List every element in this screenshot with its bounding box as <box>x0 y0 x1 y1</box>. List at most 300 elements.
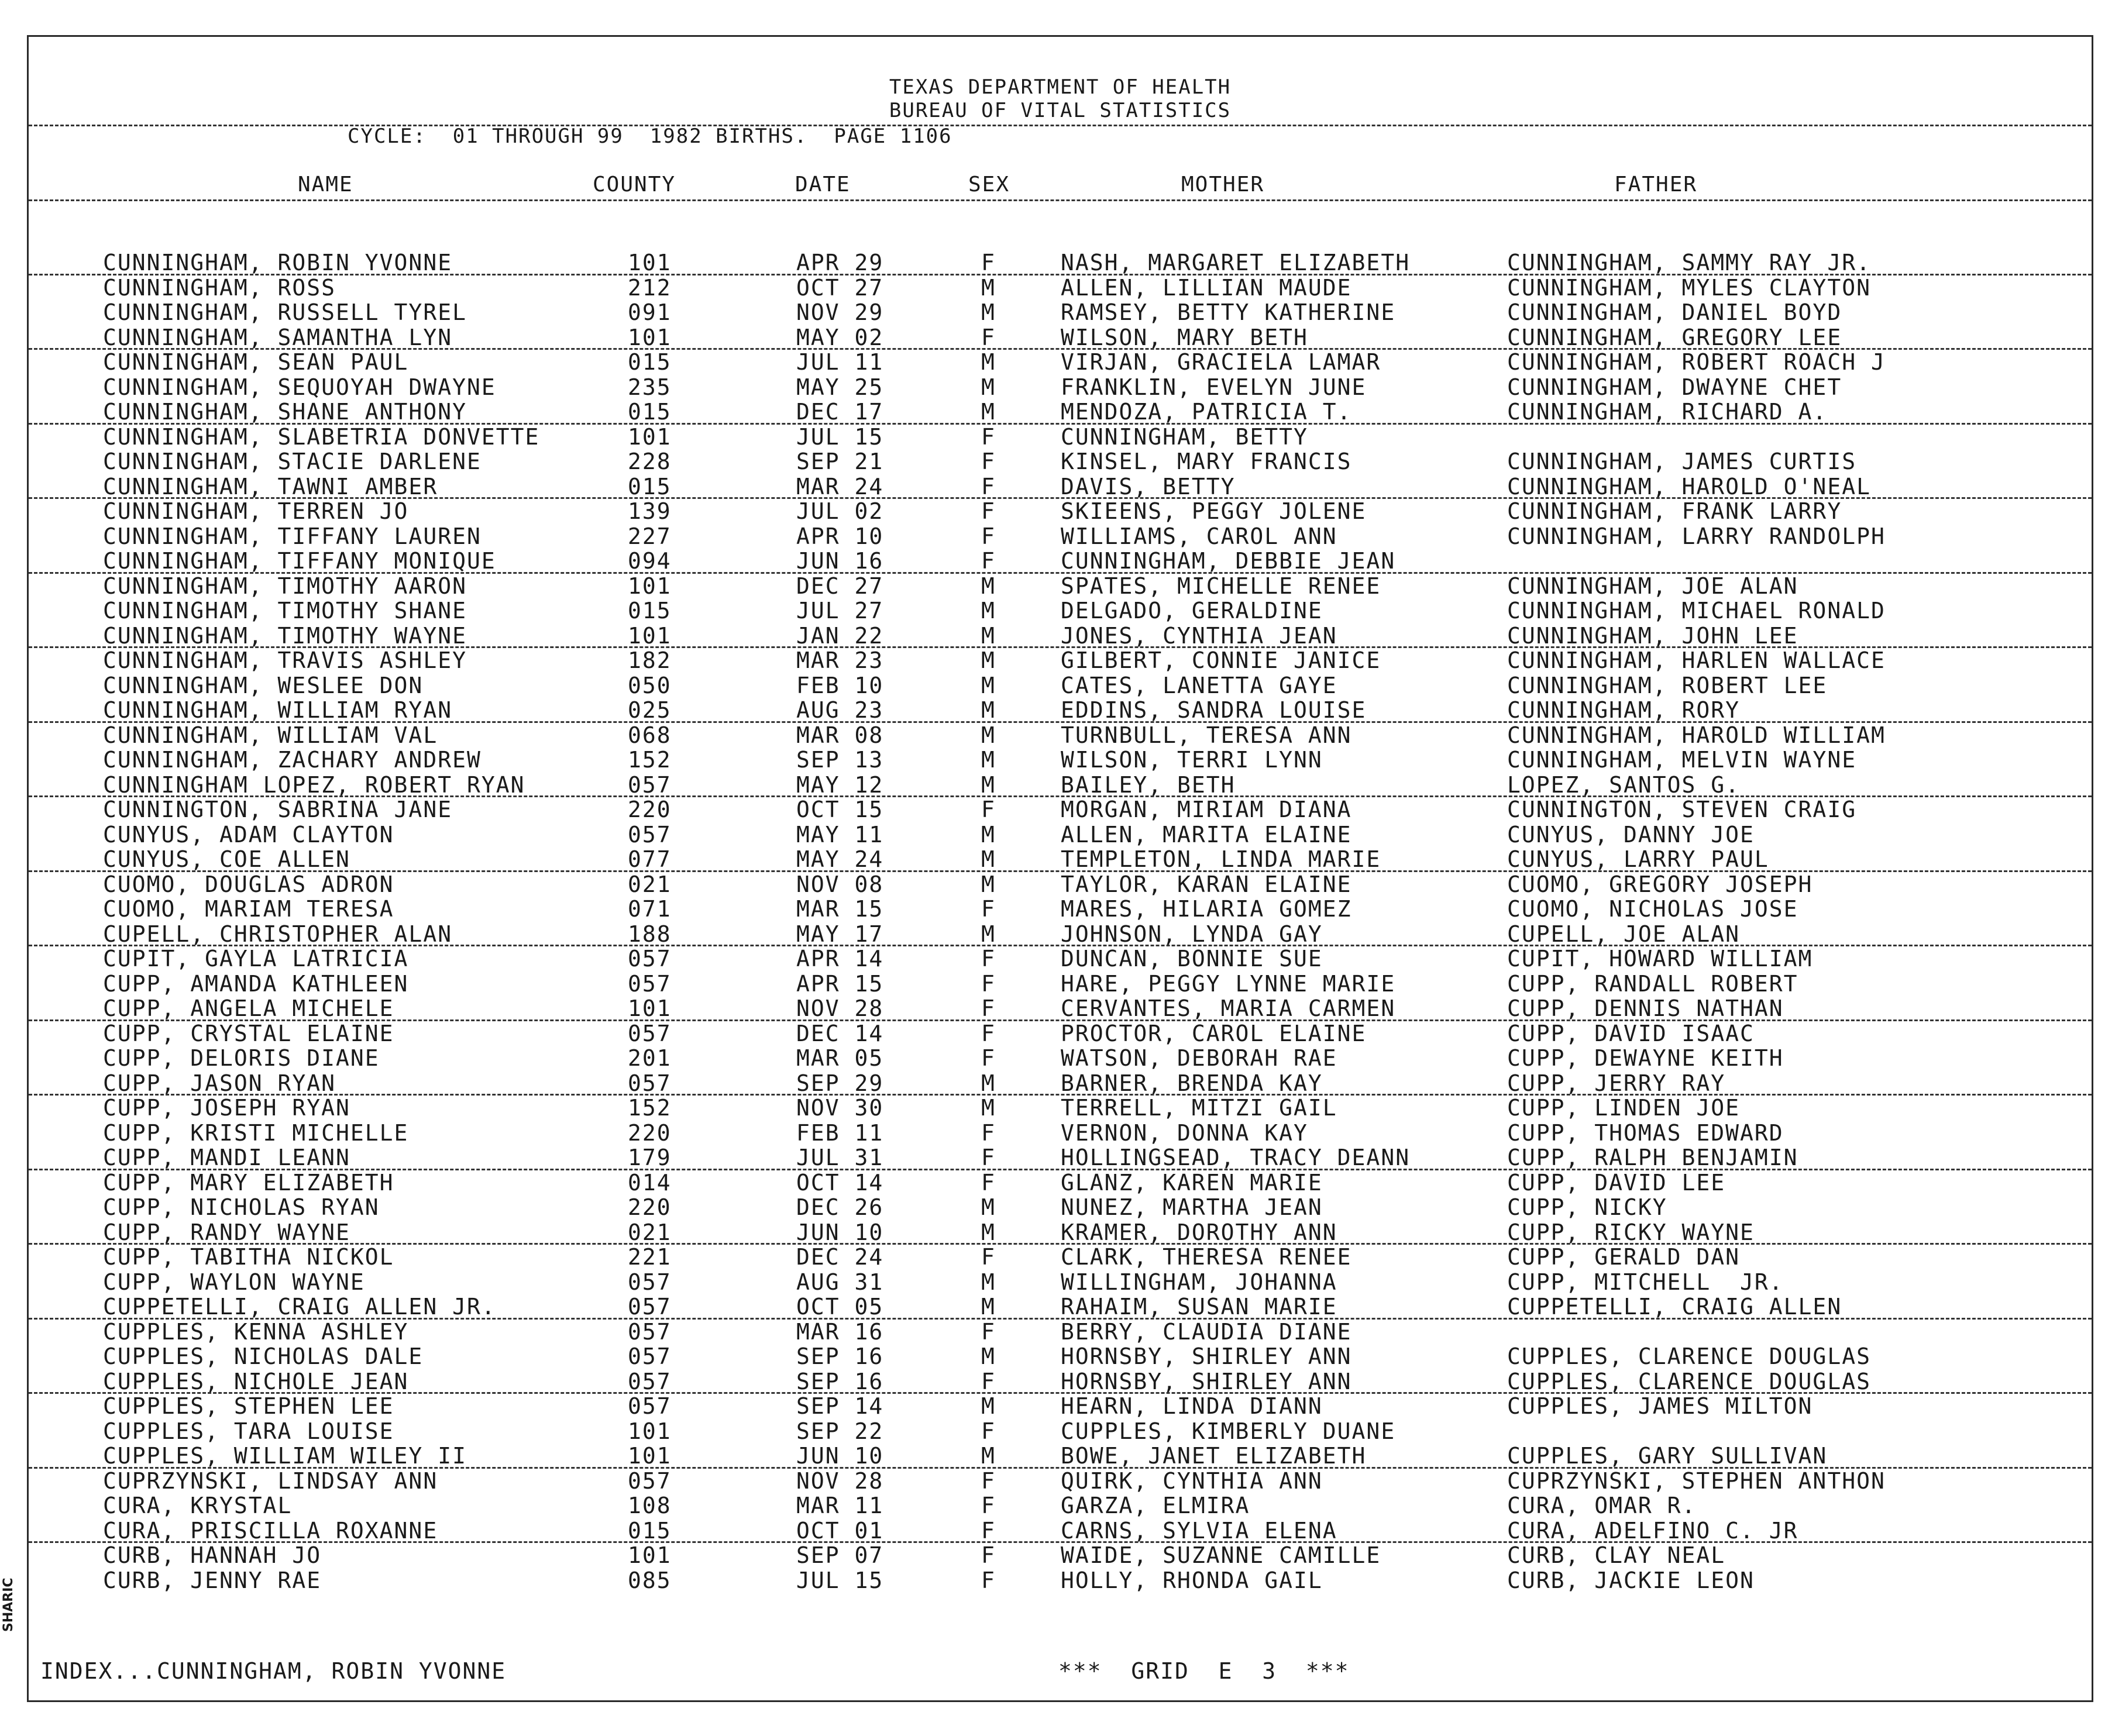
record-mother: NASH, MARGARET ELIZABETH <box>1061 250 1411 275</box>
record-sex: M <box>981 846 996 872</box>
record-sex: F <box>981 324 996 350</box>
col-header-date: DATE <box>795 173 851 197</box>
record-date: SEP 13 <box>796 747 884 773</box>
record-name: CUOMO, DOUGLAS ADRON <box>103 871 394 897</box>
record-mother: WILSON, TERRI LYNN <box>1061 747 1323 773</box>
record-date: JUL 15 <box>796 423 884 450</box>
record-date: NOV 28 <box>796 996 884 1021</box>
record-date: MAR 15 <box>796 896 884 922</box>
record-row <box>29 1021 2092 1046</box>
record-row <box>29 1145 2092 1170</box>
record-row <box>29 425 2092 450</box>
record-sex: M <box>981 1393 996 1419</box>
record-county: 188 <box>628 921 672 947</box>
record-county: 091 <box>628 299 672 325</box>
record-father: CUNNINGTON, STEVEN CRAIG <box>1507 797 1857 822</box>
record-date: NOV 29 <box>796 299 884 325</box>
record-row <box>29 872 2092 897</box>
record-row <box>29 1195 2092 1220</box>
record-mother: EDDINS, SANDRA LOUISE <box>1061 697 1367 723</box>
record-name: CUPP, AMANDA KATHLEEN <box>103 970 409 997</box>
record-mother: HORNSBY, SHIRLEY ANN <box>1061 1344 1352 1369</box>
record-date: OCT 27 <box>796 274 884 301</box>
record-date: APR 10 <box>796 523 884 549</box>
record-row <box>29 1245 2092 1270</box>
record-row <box>29 1270 2092 1295</box>
record-father: CUPP, LINDEN JOE <box>1507 1095 1741 1121</box>
record-mother: HORNSBY, SHIRLEY ANN <box>1061 1368 1352 1394</box>
record-father: CUPP, DAVID ISAAC <box>1507 1020 1755 1046</box>
record-father: CUPP, RANDALL ROBERT <box>1507 970 1798 997</box>
record-date: SEP 14 <box>796 1393 884 1419</box>
record-date: SEP 29 <box>796 1070 884 1096</box>
record-sex: M <box>981 374 996 400</box>
record-name: CUNNINGHAM, RUSSELL TYREL <box>103 299 467 325</box>
record-father: CUPRZYNSKI, STEPHEN ANTHON <box>1507 1468 1886 1494</box>
record-father: CURB, JACKIE LEON <box>1507 1567 1755 1593</box>
record-mother: QUIRK, CYNTHIA ANN <box>1061 1468 1323 1494</box>
record-county: 015 <box>628 349 672 375</box>
record-row <box>29 574 2092 599</box>
record-mother: WATSON, DEBORAH RAE <box>1061 1045 1337 1071</box>
record-county: 085 <box>628 1567 672 1593</box>
record-mother: DUNCAN, BONNIE SUE <box>1061 946 1323 972</box>
record-county: 057 <box>628 1344 672 1369</box>
record-father: CUNNINGHAM, RORY <box>1507 697 1741 723</box>
record-county: 050 <box>628 672 672 698</box>
record-mother: FRANKLIN, EVELYN JUNE <box>1061 374 1367 400</box>
record-name: CUNNINGHAM, WILLIAM VAL <box>103 722 438 748</box>
record-county: 139 <box>628 498 672 524</box>
record-mother: GLANZ, KAREN MARIE <box>1061 1169 1323 1196</box>
record-name: CUNNINGHAM, TIMOTHY AARON <box>103 573 467 599</box>
record-county: 235 <box>628 374 672 400</box>
record-sex: M <box>981 1070 996 1096</box>
record-mother: SKIEENS, PEGGY JOLENE <box>1061 498 1367 524</box>
record-mother: VERNON, DONNA KAY <box>1061 1120 1308 1146</box>
record-name: CUPELL, CHRISTOPHER ALAN <box>103 921 453 947</box>
record-mother: CERVANTES, MARIA CARMEN <box>1061 996 1396 1021</box>
record-sex: M <box>981 1194 996 1220</box>
record-date: JUL 27 <box>796 598 884 624</box>
record-county: 108 <box>628 1493 672 1518</box>
record-father: CUNYUS, LARRY PAUL <box>1507 846 1769 872</box>
record-row <box>29 1071 2092 1096</box>
record-mother: DELGADO, GERALDINE <box>1061 598 1323 624</box>
record-sex: F <box>981 1020 996 1046</box>
record-sex: F <box>981 946 996 972</box>
record-mother: GARZA, ELMIRA <box>1061 1493 1250 1518</box>
record-father: CUNNINGHAM, DWAYNE CHET <box>1507 374 1842 400</box>
record-father: CUNNINGHAM, LARRY RANDOLPH <box>1507 523 1886 549</box>
record-name: CUPP, TABITHA NICKOL <box>103 1244 394 1270</box>
record-mother: WILLIAMS, CAROL ANN <box>1061 523 1337 549</box>
record-mother: ALLEN, MARITA ELAINE <box>1061 821 1352 848</box>
record-mother: HOLLY, RHONDA GAIL <box>1061 1567 1323 1593</box>
record-county: 057 <box>628 970 672 997</box>
record-father: CUNNINGHAM, DANIEL BOYD <box>1507 299 1842 325</box>
record-father: CUNNINGHAM, HAROLD O'NEAL <box>1507 473 1871 500</box>
record-sex: M <box>981 274 996 301</box>
record-father: CUPP, THOMAS EDWARD <box>1507 1120 1784 1146</box>
record-sex: F <box>981 1368 996 1394</box>
record-father: CUPPETELLI, CRAIG ALLEN <box>1507 1294 1842 1320</box>
record-row <box>29 723 2092 748</box>
record-mother: WAIDE, SUZANNE CAMILLE <box>1061 1542 1381 1568</box>
record-county: 025 <box>628 697 672 723</box>
record-name: CUPP, JASON RYAN <box>103 1070 336 1096</box>
record-date: SEP 16 <box>796 1344 884 1369</box>
record-sex: M <box>981 299 996 325</box>
record-sex: F <box>981 797 996 822</box>
record-sex: M <box>981 722 996 748</box>
record-sex: F <box>981 1045 996 1071</box>
record-name: CUNNINGHAM, SAMANTHA LYN <box>103 324 453 350</box>
side-mark: SHARIC <box>1 1577 16 1632</box>
record-mother: WILLINGHAM, JOHANNA <box>1061 1269 1337 1295</box>
record-county: 179 <box>628 1145 672 1170</box>
record-row <box>29 449 2092 474</box>
record-father: CUNNINGHAM, ROBERT LEE <box>1507 672 1828 698</box>
record-name: CUNNINGTON, SABRINA JANE <box>103 797 453 822</box>
record-row <box>29 1121 2092 1146</box>
record-row <box>29 1394 2092 1419</box>
record-name: CUPPLES, TARA LOUISE <box>103 1418 394 1444</box>
record-sex: F <box>981 473 996 500</box>
record-row <box>29 897 2092 922</box>
record-name: CUPPETELLI, CRAIG ALLEN JR. <box>103 1294 496 1320</box>
record-name: CUPP, DELORIS DIANE <box>103 1045 380 1071</box>
record-county: 101 <box>628 324 672 350</box>
record-sex: F <box>981 1567 996 1593</box>
record-county: 057 <box>628 1269 672 1295</box>
record-name: CUPP, RANDY WAYNE <box>103 1219 350 1245</box>
record-mother: NUNEZ, MARTHA JEAN <box>1061 1194 1323 1220</box>
agency-title: TEXAS DEPARTMENT OF HEALTH <box>889 75 1232 99</box>
record-sex: F <box>981 1244 996 1270</box>
grid-reference: *** GRID E 3 *** <box>1058 1658 1350 1684</box>
record-county: 201 <box>628 1045 672 1071</box>
record-county: 021 <box>628 871 672 897</box>
record-date: JUN 10 <box>796 1219 884 1245</box>
record-mother: JOHNSON, LYNDA GAY <box>1061 921 1323 947</box>
record-name: CUNNINGHAM, TIMOTHY WAYNE <box>103 622 467 649</box>
record-county: 182 <box>628 647 672 673</box>
record-name: CUNNINGHAM, TRAVIS ASHLEY <box>103 647 467 673</box>
record-date: MAY 12 <box>796 771 884 798</box>
record-mother: HARE, PEGGY LYNNE MARIE <box>1061 970 1396 997</box>
record-sex: F <box>981 1517 996 1544</box>
record-name: CUPPLES, KENNA ASHLEY <box>103 1318 409 1345</box>
record-father: CUPP, RICKY WAYNE <box>1507 1219 1755 1245</box>
record-name: CUNNINGHAM, TAWNI AMBER <box>103 473 438 500</box>
record-name: CUNNINGHAM, TIFFANY LAUREN <box>103 523 482 549</box>
record-county: 101 <box>628 996 672 1021</box>
col-header-name: NAME <box>298 173 353 197</box>
record-row <box>29 1096 2092 1121</box>
record-county: 101 <box>628 573 672 599</box>
record-mother: MORGAN, MIRIAM DIANA <box>1061 797 1352 822</box>
record-date: SEP 16 <box>796 1368 884 1394</box>
record-date: SEP 22 <box>796 1418 884 1444</box>
record-name: CUPP, MARY ELIZABETH <box>103 1169 394 1196</box>
record-row <box>29 1320 2092 1345</box>
record-date: JUN 16 <box>796 548 884 574</box>
record-name: CUPIT, GAYLA LATRICIA <box>103 946 409 972</box>
record-county: 015 <box>628 399 672 425</box>
record-mother: RAMSEY, BETTY KATHERINE <box>1061 299 1396 325</box>
record-name: CUNNINGHAM, TERREN JO <box>103 498 409 524</box>
record-mother: HOLLINGSEAD, TRACY DEANN <box>1061 1145 1411 1170</box>
record-row <box>29 499 2092 524</box>
record-date: MAR 16 <box>796 1318 884 1345</box>
record-county: 101 <box>628 1542 672 1568</box>
record-county: 057 <box>628 1020 672 1046</box>
record-name: CUNNINGHAM, WILLIAM RYAN <box>103 697 453 723</box>
record-father: CUPP, DENNIS NATHAN <box>1507 996 1784 1021</box>
record-father: CUNNINGHAM, JOHN LEE <box>1507 622 1798 649</box>
record-name: CUNYUS, ADAM CLAYTON <box>103 821 394 848</box>
record-name: CUPP, NICHOLAS RYAN <box>103 1194 380 1220</box>
record-date: DEC 14 <box>796 1020 884 1046</box>
record-date: JUL 11 <box>796 349 884 375</box>
record-county: 057 <box>628 1318 672 1345</box>
record-row <box>29 972 2092 997</box>
record-date: MAR 11 <box>796 1493 884 1518</box>
record-father: CUNNINGHAM, HAROLD WILLIAM <box>1507 722 1886 748</box>
record-row <box>29 748 2092 773</box>
record-father: CUNNINGHAM, RICHARD A. <box>1507 399 1828 425</box>
record-father: CUNNINGHAM, FRANK LARRY <box>1507 498 1842 524</box>
record-row <box>29 1294 2092 1320</box>
record-sex: F <box>981 1493 996 1518</box>
record-name: CUPPLES, WILLIAM WILEY II <box>103 1443 467 1469</box>
record-row <box>29 1493 2092 1518</box>
record-date: OCT 05 <box>796 1294 884 1320</box>
record-sex: M <box>981 871 996 897</box>
record-county: 101 <box>628 1418 672 1444</box>
record-mother: TAYLOR, KARAN ELAINE <box>1061 871 1352 897</box>
record-sex: M <box>981 1344 996 1369</box>
record-row <box>29 1170 2092 1196</box>
record-father: CUPPLES, CLARENCE DOUGLAS <box>1507 1344 1871 1369</box>
record-name: CUPP, ANGELA MICHELE <box>103 996 394 1021</box>
record-mother: MENDOZA, PATRICIA T. <box>1061 399 1352 425</box>
record-father: CUNNINGHAM, MICHAEL RONALD <box>1507 598 1886 624</box>
record-date: APR 14 <box>796 946 884 972</box>
record-mother: HEARN, LINDA DIANN <box>1061 1393 1323 1419</box>
record-sex: M <box>981 399 996 425</box>
record-name: CUPPLES, NICHOLE JEAN <box>103 1368 409 1394</box>
record-name: CUNNINGHAM, ZACHARY ANDREW <box>103 747 482 773</box>
record-mother: BAILEY, BETH <box>1061 771 1236 798</box>
record-date: SEP 07 <box>796 1542 884 1568</box>
record-father: CUNNINGHAM, JAMES CURTIS <box>1507 449 1857 474</box>
record-date: MAY 25 <box>796 374 884 400</box>
record-county: 071 <box>628 896 672 922</box>
record-name: CUNNINGHAM, TIMOTHY SHANE <box>103 598 467 624</box>
record-date: MAR 23 <box>796 647 884 673</box>
record-row <box>29 1220 2092 1245</box>
record-row <box>29 1344 2092 1369</box>
record-row <box>29 822 2092 848</box>
record-row <box>29 275 2092 301</box>
record-row <box>29 1469 2092 1494</box>
record-name: CURB, JENNY RAE <box>103 1567 322 1593</box>
record-mother: DAVIS, BETTY <box>1061 473 1236 500</box>
record-sex: F <box>981 1169 996 1196</box>
record-row <box>29 698 2092 723</box>
record-mother: CLARK, THERESA RENEE <box>1061 1244 1352 1270</box>
record-sex: M <box>981 672 996 698</box>
record-county: 152 <box>628 747 672 773</box>
record-row <box>29 1444 2092 1469</box>
record-county: 021 <box>628 1219 672 1245</box>
record-sex: M <box>981 1443 996 1469</box>
record-county: 057 <box>628 1368 672 1394</box>
record-date: MAY 17 <box>796 921 884 947</box>
record-mother: CUPPLES, KIMBERLY DUANE <box>1061 1418 1396 1444</box>
record-sex: M <box>981 598 996 624</box>
record-father: CUNNINGHAM, GREGORY LEE <box>1507 324 1842 350</box>
record-row <box>29 946 2092 972</box>
record-father: CURA, ADELFINO C. JR <box>1507 1517 1798 1544</box>
record-name: CUNYUS, COE ALLEN <box>103 846 350 872</box>
record-county: 221 <box>628 1244 672 1270</box>
record-father: CUOMO, NICHOLAS JOSE <box>1507 896 1798 922</box>
record-row <box>29 350 2092 375</box>
col-header-county: COUNTY <box>593 173 676 197</box>
record-row <box>29 474 2092 500</box>
record-father: CUPP, MITCHELL JR. <box>1507 1269 1784 1295</box>
record-date: JUN 10 <box>796 1443 884 1469</box>
header-divider <box>29 125 2092 126</box>
record-sex: M <box>981 771 996 798</box>
record-county: 057 <box>628 771 672 798</box>
record-mother: PROCTOR, CAROL ELAINE <box>1061 1020 1367 1046</box>
record-county: 228 <box>628 449 672 474</box>
record-row <box>29 797 2092 822</box>
record-row <box>29 598 2092 624</box>
record-date: JUL 15 <box>796 1567 884 1593</box>
record-county: 101 <box>628 250 672 275</box>
record-mother: ALLEN, LILLIAN MAUDE <box>1061 274 1352 301</box>
cycle-line: CYCLE: 01 THROUGH 99 1982 BIRTHS. PAGE 1106 <box>348 125 952 148</box>
record-county: 220 <box>628 797 672 822</box>
record-row <box>29 624 2092 649</box>
record-name: CUNNINGHAM LOPEZ, ROBERT RYAN <box>103 771 525 798</box>
record-sex: F <box>981 1120 996 1146</box>
record-father: CUNNINGHAM, ROBERT ROACH J <box>1507 349 1886 375</box>
record-sex: M <box>981 747 996 773</box>
record-row <box>29 1046 2092 1071</box>
record-sex: F <box>981 548 996 574</box>
column-header-divider <box>29 199 2092 201</box>
record-mother: MARES, HILARIA GOMEZ <box>1061 896 1352 922</box>
record-name: CUPP, CRYSTAL ELAINE <box>103 1020 394 1046</box>
record-mother: KRAMER, DOROTHY ANN <box>1061 1219 1337 1245</box>
record-date: DEC 24 <box>796 1244 884 1270</box>
record-sex: F <box>981 498 996 524</box>
col-header-father: FATHER <box>1614 173 1698 197</box>
record-mother: VIRJAN, GRACIELA LAMAR <box>1061 349 1381 375</box>
records-list <box>29 250 2092 1593</box>
record-mother: CATES, LANETTA GAYE <box>1061 672 1337 698</box>
col-header-mother: MOTHER <box>1181 173 1265 197</box>
record-name: CURA, KRYSTAL <box>103 1493 293 1518</box>
record-mother: WILSON, MARY BETH <box>1061 324 1308 350</box>
record-date: FEB 10 <box>796 672 884 698</box>
record-father: LOPEZ, SANTOS G. <box>1507 771 1741 798</box>
record-name: CUNNINGHAM, SEAN PAUL <box>103 349 409 375</box>
record-name: CUPP, KRISTI MICHELLE <box>103 1120 409 1146</box>
record-sex: M <box>981 1269 996 1295</box>
record-sex: F <box>981 1418 996 1444</box>
record-mother: TEMPLETON, LINDA MARIE <box>1061 846 1381 872</box>
record-row <box>29 300 2092 325</box>
record-row <box>29 549 2092 574</box>
record-date: NOV 28 <box>796 1468 884 1494</box>
record-name: CUNNINGHAM, SEQUOYAH DWAYNE <box>103 374 496 400</box>
record-name: CUPP, MANDI LEANN <box>103 1145 350 1170</box>
record-mother: KINSEL, MARY FRANCIS <box>1061 449 1352 474</box>
record-father: CUNNINGHAM, MYLES CLAYTON <box>1507 274 1871 301</box>
index-line: INDEX...CUNNINGHAM, ROBIN YVONNE <box>40 1658 507 1684</box>
record-father: CUOMO, GREGORY JOSEPH <box>1507 871 1813 897</box>
record-county: 212 <box>628 274 672 301</box>
record-father: CURA, OMAR R. <box>1507 1493 1697 1518</box>
record-county: 068 <box>628 722 672 748</box>
record-county: 057 <box>628 946 672 972</box>
record-father: CUPELL, JOE ALAN <box>1507 921 1741 947</box>
record-sex: F <box>981 996 996 1021</box>
record-sex: F <box>981 1318 996 1345</box>
record-father: CUPP, NICKY <box>1507 1194 1667 1220</box>
record-sex: M <box>981 1294 996 1320</box>
record-row <box>29 996 2092 1021</box>
record-date: MAY 02 <box>796 324 884 350</box>
record-date: OCT 14 <box>796 1169 884 1196</box>
record-father: CUPP, JERRY RAY <box>1507 1070 1726 1096</box>
record-date: SEP 21 <box>796 449 884 474</box>
record-county: 077 <box>628 846 672 872</box>
record-mother: RAHAIM, SUSAN MARIE <box>1061 1294 1337 1320</box>
record-date: JUL 02 <box>796 498 884 524</box>
record-sex: F <box>981 896 996 922</box>
record-father: CUPPLES, CLARENCE DOUGLAS <box>1507 1368 1871 1394</box>
record-father: CUNYUS, DANNY JOE <box>1507 821 1755 848</box>
record-date: DEC 26 <box>796 1194 884 1220</box>
record-date: DEC 27 <box>796 573 884 599</box>
record-county: 101 <box>628 423 672 450</box>
record-name: CUPRZYNSKI, LINDSAY ANN <box>103 1468 438 1494</box>
record-name: CUOMO, MARIAM TERESA <box>103 896 394 922</box>
record-father: CUPP, DEWAYNE KEITH <box>1507 1045 1784 1071</box>
record-name: CUNNINGHAM, SLABETRIA DONVETTE <box>103 423 540 450</box>
record-father: CUPP, GERALD DAN <box>1507 1244 1741 1270</box>
record-father: CUNNINGHAM, MELVIN WAYNE <box>1507 747 1857 773</box>
record-date: JAN 22 <box>796 622 884 649</box>
record-date: OCT 15 <box>796 797 884 822</box>
record-date: MAY 24 <box>796 846 884 872</box>
record-sex: F <box>981 1542 996 1568</box>
record-date: NOV 30 <box>796 1095 884 1121</box>
record-name: CURA, PRISCILLA ROXANNE <box>103 1517 438 1544</box>
record-mother: BARNER, BRENDA KAY <box>1061 1070 1323 1096</box>
record-county: 094 <box>628 548 672 574</box>
report-page <box>27 35 2093 1702</box>
record-row <box>29 1543 2092 1568</box>
